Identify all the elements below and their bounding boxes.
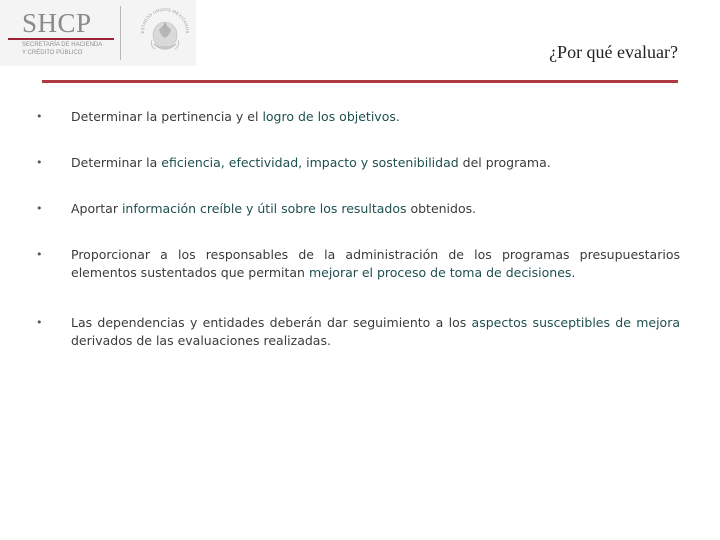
bullet-list <box>36 108 680 382</box>
bullet-dot-icon: • <box>36 202 43 215</box>
bullet-text-plain: Las dependencias y entidades deberán dar seguimiento a los <box>71 315 472 330</box>
bullet-item <box>36 200 680 218</box>
emblem-legend: ESTADOS UNIDOS MEXICANOS <box>139 6 191 34</box>
bullet-text-plain: Proporcionar a los responsables de la administración de los programas presupuestarios elementos sustentados que permitan <box>71 247 680 280</box>
bullet-dot-icon: • <box>36 316 43 329</box>
bullet-text-plain: del programa. <box>458 155 551 170</box>
bullet-item <box>36 314 680 350</box>
logo-subtitle-line2: Y CRÉDITO PÚBLICO <box>22 50 83 56</box>
logo-divider <box>120 6 121 60</box>
bullet-dot-icon: • <box>36 110 43 123</box>
bullet-text-highlight: aspectos susceptibles de mejora <box>471 315 681 330</box>
bullet-dot-icon: • <box>36 248 43 261</box>
shcp-logo <box>0 0 196 66</box>
title-underline <box>42 80 678 83</box>
bullet-text-plain: Aportar <box>71 201 122 216</box>
bullet-text-plain: Determinar la <box>71 155 162 170</box>
bullet-dot-icon: • <box>36 156 43 169</box>
bullet-text-plain: Determinar la pertinencia y el <box>71 109 263 124</box>
logo-accent-line <box>8 38 114 40</box>
bullet-item <box>36 246 680 282</box>
bullet-text-highlight: eficiencia, efectividad, impacto y sostenibilidad <box>161 155 459 170</box>
bullet-text-highlight: logro de los objetivos. <box>262 109 400 124</box>
mexican-coat-of-arms-icon <box>136 2 194 66</box>
logo-subtitle-line1: SECRETARÍA DE HACIENDA <box>22 42 103 48</box>
bullet-text-highlight: mejorar el proceso de toma de decisiones. <box>308 265 576 280</box>
logo-wordmark: SHCP <box>22 8 92 38</box>
bullet-text-plain: obtenidos. <box>406 201 477 216</box>
slide-header <box>0 0 720 82</box>
bullet-text-plain: derivados de las evaluaciones realizadas. <box>71 333 331 348</box>
slide-title: ¿Por qué evaluar? <box>549 42 678 62</box>
bullet-item <box>36 108 680 126</box>
bullet-item <box>36 154 680 172</box>
bullet-text-highlight: información creíble y útil sobre los resultados <box>121 201 407 216</box>
